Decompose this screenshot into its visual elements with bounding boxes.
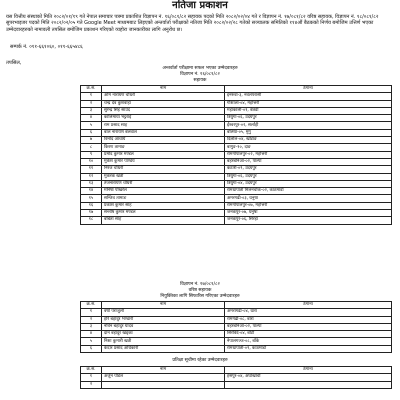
table-row xyxy=(81,316,392,323)
cell-sn: २ xyxy=(81,381,102,388)
table-row xyxy=(81,173,392,180)
cell-sn: ९ xyxy=(81,151,102,158)
section2-subheading: नियुक्तिका लागि सिफारिस गरिएका उम्मेदवारहरु xyxy=(160,294,240,299)
tapasil-label: तपसिल, xyxy=(6,60,22,66)
cell-sn: २ xyxy=(81,316,102,323)
cell-sn: ५ xyxy=(81,338,102,345)
cell-sn: ११ xyxy=(81,166,102,173)
col-header-sn: क्र.सं. xyxy=(81,302,102,309)
col-header-address: ठेगाना xyxy=(225,86,392,93)
cell-address xyxy=(225,381,392,388)
cell-name: मनिषा पोखरेल xyxy=(102,188,225,195)
cell-name: सन्जिव तामाङ xyxy=(102,195,225,202)
cell-sn: ८ xyxy=(81,144,102,151)
cell-name: प्रमोद कुमार मण्डल xyxy=(102,151,225,158)
col-header-sn: क्र.सं. xyxy=(81,86,102,93)
table-row xyxy=(81,158,392,165)
section3-heading: प्रतिक्षा सूचीमा रहेका उम्मेदवारहरु xyxy=(172,358,228,363)
cell-sn: १ xyxy=(81,309,102,316)
cell-name: राम प्रसाद साह xyxy=(102,122,225,129)
cell-address: कटारी-०९, उदयपुर xyxy=(225,166,392,173)
cell-sn: ५ xyxy=(81,122,102,129)
cell-sn: १८ xyxy=(81,217,102,224)
table-row xyxy=(81,323,392,330)
cell-address: नेपालगञ्ज-०८, बाँके xyxy=(225,338,392,345)
section1-ad-number: विज्ञापन नं. १६/०८१/८२ xyxy=(180,72,220,77)
table-row xyxy=(81,137,392,144)
section1-table xyxy=(80,85,392,225)
table-row xyxy=(81,202,392,209)
table-row xyxy=(81,210,392,217)
col-header-name: नाम xyxy=(102,367,225,374)
cell-sn: १४ xyxy=(81,188,102,195)
col-header-name: नाम xyxy=(102,302,225,309)
table-row xyxy=(81,100,392,107)
section3-rows xyxy=(81,374,392,389)
cell-name: सुरेन्द्र सिंह साउद xyxy=(102,107,225,114)
cell-name xyxy=(102,381,225,388)
cell-sn: ६ xyxy=(81,129,102,136)
cell-name: केदार प्रसाद अधिकारी xyxy=(102,345,225,352)
cell-address: जनकपुर-०७, धनुषा xyxy=(225,210,392,217)
cell-address: त्रियुगा-०६, उदयपुर xyxy=(225,173,392,180)
table-row xyxy=(81,381,392,388)
section2-post: वरिष्ठ सहायक xyxy=(188,288,212,293)
cell-address: सिरविदे-०४, बोटी xyxy=(225,331,392,338)
cell-address: बलिया-०५, मुगु xyxy=(225,129,392,136)
table-row xyxy=(81,151,392,158)
cell-name: बबिता साह xyxy=(102,217,225,224)
col-header-address: ठेगाना xyxy=(225,302,392,309)
cell-address: अमरगढी-०३, धनुषा xyxy=(225,195,392,202)
cell-name: मुकरक खत्री xyxy=(102,173,225,180)
cell-sn: १७ xyxy=(81,210,102,217)
cell-address: दिलोल-०४, खोटाङ xyxy=(225,137,392,144)
section1-post: सहायक xyxy=(193,78,207,83)
cell-sn: १ xyxy=(81,374,102,381)
cell-sn: ३ xyxy=(81,107,102,114)
section3-table xyxy=(80,366,392,389)
cell-name: तेजनारायण चौधरी xyxy=(102,180,225,187)
cell-name: दान बहादुर खड्का xyxy=(102,331,225,338)
cell-address: ईश्वरपुर-०२, सर्लाही xyxy=(225,122,392,129)
cell-name: निरज चौधरी xyxy=(102,166,225,173)
table-row xyxy=(81,144,392,151)
section2-table xyxy=(80,301,392,353)
cell-sn: ६ xyxy=(81,345,102,352)
contact-line: सम्पर्क नं. ०११-६६१०६०, ०११-६६५४८६ xyxy=(10,44,83,50)
table-row xyxy=(81,331,392,338)
cell-address: अमरागढी-०४, धारा xyxy=(225,309,392,316)
cell-name: चन्द्र देव कुशवाहा xyxy=(102,100,225,107)
cell-name: मुकेश कुमार पाण्डेय xyxy=(102,158,225,165)
cell-sn: ३ xyxy=(81,323,102,330)
table-row xyxy=(81,107,392,114)
table-row xyxy=(81,338,392,345)
cell-address: बहरबोनेआ-०२, पाल्पा xyxy=(225,158,392,165)
section2-rows xyxy=(81,309,392,353)
cell-sn: ४ xyxy=(81,331,102,338)
col-header-name: नाम xyxy=(102,86,225,93)
table-row xyxy=(81,180,392,187)
section1-rows xyxy=(81,93,392,224)
col-header-address: ठेगाना xyxy=(225,367,392,374)
cell-address: हंसपुर-०४, अर्घाखाँची xyxy=(225,374,392,381)
notice-title: नतिजा प्रकाशन xyxy=(172,0,228,11)
cell-name: निशा कुमारी खत्री xyxy=(102,338,225,345)
cell-address: रामगोपालपुर-०७, महोत्तरी xyxy=(225,202,392,209)
cell-name: अर्जुन पौडेल xyxy=(102,374,225,381)
cell-name: कालिमाया भट्टराई xyxy=(102,115,225,122)
cell-name: वर्षा पराजुली xyxy=(102,309,225,316)
table-row xyxy=(81,115,392,122)
cell-name: हरि बहादुर भण्डारी xyxy=(102,316,225,323)
cell-address: महाकाली-०१, बैतडी xyxy=(225,107,392,114)
cell-sn: १० xyxy=(81,158,102,165)
cell-sn: २ xyxy=(81,100,102,107)
cell-sn: १६ xyxy=(81,202,102,209)
table-row xyxy=(81,129,392,136)
cell-sn: १३ xyxy=(81,180,102,187)
cell-name: प्रकाश कुमार साह xyxy=(102,202,225,209)
cell-address: त्रियुगा-०६, उदयपुर xyxy=(225,115,392,122)
section2-ad-number: विज्ञापन नं. १७/०८१/८२ xyxy=(180,282,220,287)
cell-address: इनरुवा-३, नवलपरासी xyxy=(225,93,392,100)
table-row xyxy=(81,217,392,224)
table-row xyxy=(81,122,392,129)
cell-sn: ४ xyxy=(81,115,102,122)
cell-name: ओम नारायण चौधरी xyxy=(102,93,225,100)
intro-paragraph: यस वित्तीय संस्थाको मिति २०८२/०१/१९ गते नेपाल समाचार पत्रमा प्रकाशित विज्ञापन नं. १६/०८१/८२ सहायक पदको मिति २०८२/०२/०४ गते र विज्ञापन नं. १७/०८१/८२ वरिष्ठ सहायक, विज्ञापन नं. १८/०८१/८२ सुपरभाइजर पदको मिति २०८२/०२/०५ गते Google Meet माध्यमबाट लिइएको अन्तर्वार्ता परीक्षाको नतिजा मिति २०८२/०२/२८ गतेको सञ्चालक समितिको ११४औं बैठकको निर्णय बमोजिम उत्तिर्ण भएका उम्मेदवारहरुको नामावली तपसिल बमोजिम प्रकाशन गरिएको व्यहोरा जानकारीका लागि अनुरोध छ। xyxy=(6,14,379,33)
table-row xyxy=(81,188,392,195)
cell-address: जनकपुर-०६, सिरहा xyxy=(225,217,392,224)
cell-address: रामधापाती मिलनचोक-०२, काठमाडौं xyxy=(225,188,392,195)
section1-heading: अन्तर्वार्ता परीक्षामा सफल भएका उम्मेदवारहरु xyxy=(162,66,238,71)
cell-sn: १५ xyxy=(81,195,102,202)
cell-address: गौशाला-०४, महोत्तरी xyxy=(225,100,392,107)
cell-address: बागुङ-१०, दाङ xyxy=(225,144,392,151)
cell-address: रामधापाती-०९, काठमाडौं xyxy=(225,345,392,352)
cell-name: नविन बहादुर यादव xyxy=(102,323,225,330)
cell-address: त्रियुगा-०४, उदयपुर xyxy=(225,180,392,187)
cell-name: बाल नारायण बेलवाल xyxy=(102,129,225,136)
cell-address: रामगढी-०८, बारा xyxy=(225,316,392,323)
cell-sn: १२ xyxy=(81,173,102,180)
cell-name: सन्तोष कुमार मण्डल xyxy=(102,210,225,217)
table-row xyxy=(81,195,392,202)
table-row xyxy=(81,309,392,316)
table-row xyxy=(81,374,392,381)
table-row xyxy=(81,166,392,173)
cell-sn: १ xyxy=(81,93,102,100)
cell-sn: ७ xyxy=(81,137,102,144)
cell-name: किरण तामाङ xyxy=(102,144,225,151)
col-header-sn: क्र.सं. xyxy=(81,367,102,374)
cell-address: बहरबोनेआ-०२, पाल्पा xyxy=(225,323,392,330)
table-row xyxy=(81,93,392,100)
cell-address: रामगोपालपुर-०२, महोत्तरी xyxy=(225,151,392,158)
cell-name: विनोद आचार्य xyxy=(102,137,225,144)
table-row xyxy=(81,345,392,352)
